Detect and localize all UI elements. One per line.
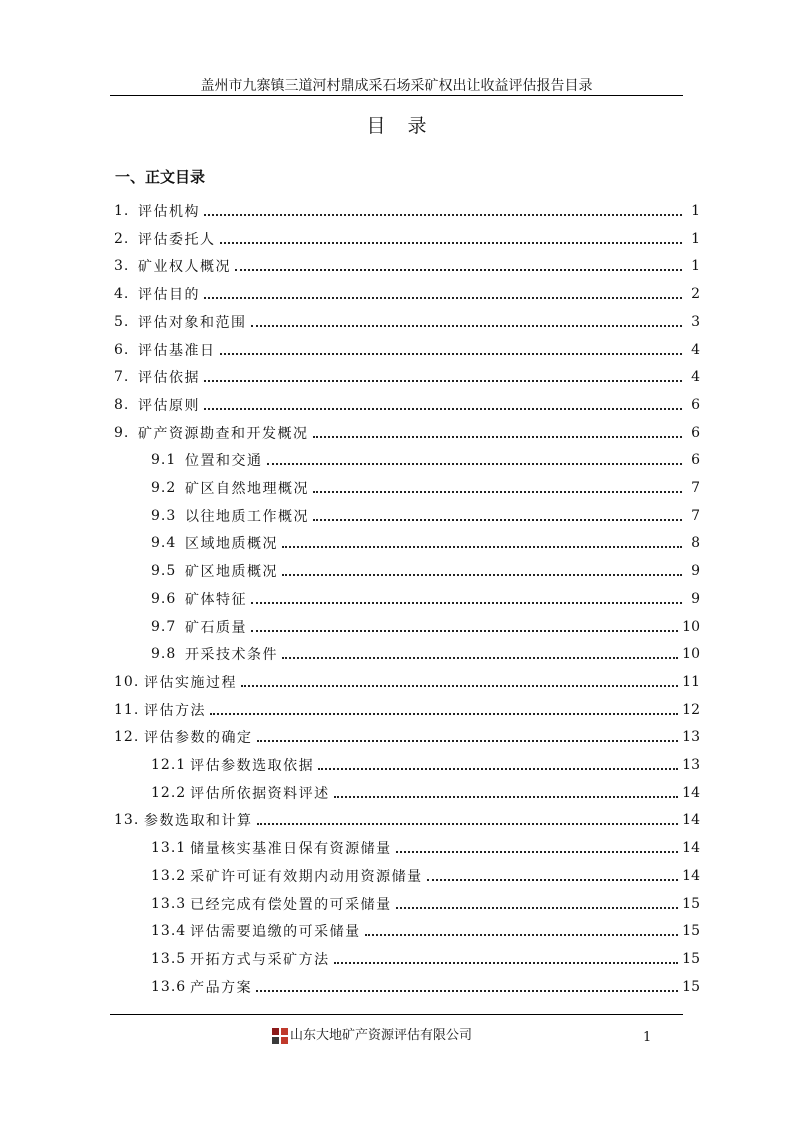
toc-entry-number: 13.5 — [151, 950, 187, 967]
toc-entry-number: 13.2 — [151, 867, 187, 884]
page-title: 目录 — [366, 115, 449, 137]
toc-entry-page: 15 — [682, 950, 700, 967]
toc-dot-leader — [204, 408, 682, 410]
toc-dot-leader — [235, 269, 682, 271]
toc-entry-page: 1 — [691, 258, 700, 275]
toc-entry-title: 开拓方式与采矿方法 — [190, 951, 330, 968]
toc-entry-page: 15 — [682, 895, 700, 912]
toc-dot-leader — [204, 214, 682, 216]
toc-entry-page: 14 — [682, 784, 700, 801]
toc-entry-title: 矿体特征 — [185, 591, 247, 608]
toc-entry-page: 14 — [682, 840, 700, 857]
toc-entry[interactable] — [0, 504, 793, 528]
toc-entry-title: 评估原则 — [138, 397, 200, 414]
toc-entry-number: 8. — [114, 396, 130, 413]
toc-entry-number: 2. — [114, 230, 130, 247]
toc-entry-title: 位置和交通 — [185, 453, 263, 470]
toc-entry-page: 15 — [682, 923, 700, 940]
toc-entry-number: 9.7 — [151, 618, 177, 635]
toc-entry-page: 10 — [682, 646, 700, 663]
toc-entry-number: 10. — [114, 673, 140, 690]
toc-entry-page: 12 — [682, 701, 700, 718]
footer-rule — [110, 1014, 683, 1015]
toc-entry-page: 6 — [691, 424, 700, 441]
toc-entry-page: 1 — [691, 230, 700, 247]
toc-entry-number: 13.3 — [151, 895, 187, 912]
toc-dot-leader — [313, 519, 682, 521]
logo-square — [281, 1037, 288, 1044]
toc-entry[interactable] — [0, 338, 793, 362]
toc-entry-number: 9.8 — [151, 646, 177, 663]
toc-dot-leader — [282, 546, 682, 548]
toc-entry-title: 矿石质量 — [185, 619, 247, 636]
toc-entry-page: 3 — [691, 313, 700, 330]
toc-entry-number: 9.3 — [151, 507, 177, 524]
logo-square — [272, 1037, 279, 1044]
toc-entry-page: 4 — [691, 369, 700, 386]
toc-entry-number: 12. — [114, 729, 140, 746]
toc-entry-title: 矿业权人概况 — [138, 259, 231, 276]
toc-dot-leader — [396, 907, 679, 909]
toc-entry[interactable] — [0, 448, 793, 472]
toc-entry-title: 评估对象和范围 — [138, 314, 247, 331]
toc-entry[interactable] — [0, 199, 793, 223]
company-logo-icon — [272, 1028, 288, 1044]
toc-dot-leader — [256, 990, 678, 992]
toc-entry[interactable] — [0, 864, 793, 888]
toc-dot-leader — [318, 768, 678, 770]
toc-dot-leader — [257, 823, 679, 825]
toc-entry-title: 储量核实基准日保有资源储量 — [190, 841, 392, 858]
toc-dot-leader — [365, 934, 679, 936]
toc-entry[interactable] — [0, 282, 793, 306]
toc-entry[interactable] — [0, 836, 793, 860]
toc-dot-leader — [396, 851, 679, 853]
toc-entry-number: 13.4 — [151, 923, 187, 940]
toc-dot-leader — [427, 879, 679, 881]
toc-entry-title: 以往地质工作概况 — [185, 508, 309, 525]
toc-entry-page: 4 — [691, 341, 700, 358]
toc-entry-number: 9.5 — [151, 563, 177, 580]
toc-entry-page: 15 — [682, 978, 700, 995]
toc-entry[interactable] — [0, 615, 793, 639]
toc-dot-leader — [251, 602, 682, 604]
toc-entry[interactable] — [0, 559, 793, 583]
toc-entry-number: 13.6 — [151, 978, 187, 995]
toc-entry-title: 采矿许可证有效期内动用资源储量 — [190, 868, 423, 885]
toc-entry-title: 评估参数选取依据 — [190, 758, 315, 774]
toc-entry-number: 1. — [114, 203, 130, 219]
toc-entry[interactable] — [0, 393, 793, 417]
toc-dot-leader — [251, 630, 678, 632]
page-number: 1 — [643, 1030, 652, 1045]
toc-entry-title: 矿区地质概况 — [185, 564, 278, 581]
toc-entry-title: 评估基准日 — [138, 342, 216, 359]
toc-entry-page: 9 — [691, 563, 700, 580]
header-rule — [110, 95, 683, 96]
logo-square — [281, 1028, 288, 1035]
toc-entry-page: 9 — [691, 590, 700, 607]
toc-entry[interactable] — [0, 753, 793, 777]
toc-entry-page: 6 — [691, 452, 700, 469]
toc-entry-title: 评估目的 — [138, 287, 200, 304]
toc-entry-page: 13 — [682, 757, 700, 773]
toc-entry[interactable] — [0, 254, 793, 278]
toc-entry[interactable] — [0, 947, 793, 971]
toc-entry[interactable] — [0, 642, 793, 666]
toc-entry-number: 12.2 — [151, 784, 187, 801]
toc-dot-leader — [210, 713, 678, 715]
toc-entry-number: 9.2 — [151, 480, 177, 496]
toc-entry[interactable] — [0, 587, 793, 611]
logo-square — [272, 1028, 279, 1035]
toc-entry[interactable] — [0, 808, 793, 832]
toc-dot-leader — [282, 657, 678, 659]
toc-entry-title: 评估需要追缴的可采储量 — [190, 924, 361, 941]
toc-dot-leader — [334, 962, 679, 964]
toc-entry-number: 12.1 — [151, 757, 187, 773]
toc-entry[interactable] — [0, 531, 793, 555]
toc-entry[interactable] — [0, 781, 793, 805]
toc-entry-number: 13.1 — [151, 840, 187, 857]
toc-entry-page: 8 — [691, 535, 700, 552]
toc-entry-title: 评估方法 — [144, 702, 206, 719]
toc-entry-page: 10 — [682, 618, 700, 635]
footer-company: 山东大地矿产资源评估有限公司 — [290, 1028, 473, 1043]
toc-entry-page: 6 — [691, 396, 700, 413]
toc-entry-number: 9.1 — [151, 452, 177, 469]
toc-entry-title: 评估机构 — [138, 204, 200, 220]
toc-entry-page: 7 — [691, 480, 700, 496]
toc-entry[interactable] — [0, 698, 793, 722]
toc-entry[interactable] — [0, 227, 793, 251]
toc-entry-title: 评估所依据资料评述 — [190, 785, 330, 802]
toc-entry-title: 评估委托人 — [138, 231, 216, 248]
toc-entry-number: 6. — [114, 341, 130, 358]
toc-entry-title: 评估参数的确定 — [144, 730, 253, 747]
toc-entry-title: 产品方案 — [190, 979, 253, 996]
toc-dot-leader — [257, 740, 679, 742]
toc-entry-number: 9.6 — [151, 590, 177, 607]
toc-entry[interactable] — [0, 476, 793, 500]
toc-entry-page: 7 — [691, 507, 700, 524]
toc-entry-page: 11 — [682, 673, 700, 690]
toc-dot-leader — [204, 297, 682, 299]
toc-dot-leader — [251, 325, 683, 327]
toc-entry-title: 矿区自然地理概况 — [185, 481, 309, 497]
toc-entry-number: 9.4 — [151, 535, 177, 552]
toc-entry-number: 3. — [114, 258, 130, 275]
toc-dot-leader — [220, 353, 683, 355]
toc-entry-page: 1 — [691, 203, 700, 219]
toc-entry-title: 评估依据 — [138, 370, 200, 387]
toc-entry-title: 开采技术条件 — [185, 647, 278, 664]
toc-entry[interactable] — [0, 892, 793, 916]
toc-entry[interactable] — [0, 310, 793, 334]
footer — [272, 1028, 472, 1044]
section-heading: 一、正文目录 — [115, 168, 206, 186]
toc-entry[interactable] — [0, 670, 793, 694]
toc-entry-number: 5. — [114, 313, 130, 330]
toc-dot-leader — [241, 685, 678, 687]
toc-entry-number: 4. — [114, 286, 130, 303]
toc-entry-number: 9. — [114, 424, 130, 441]
toc-entry-number: 7. — [114, 369, 130, 386]
toc-entry-title: 区域地质概况 — [185, 536, 278, 553]
toc-entry-number: 11. — [114, 701, 140, 718]
toc-dot-leader — [313, 491, 682, 493]
toc-dot-leader — [204, 380, 682, 382]
toc-entry[interactable] — [0, 975, 793, 999]
toc-dot-leader — [334, 796, 679, 798]
toc-entry[interactable] — [0, 725, 793, 749]
toc-entry-page: 14 — [682, 867, 700, 884]
toc-entry-title: 参数选取和计算 — [144, 813, 253, 830]
header-title: 盖州市九寨镇三道河村鼎成采石场采矿权出让收益评估报告目录 — [200, 78, 593, 94]
toc-dot-leader — [220, 242, 683, 244]
toc-entry-page: 13 — [682, 729, 700, 746]
toc-dot-leader — [267, 463, 683, 465]
toc-entry-number: 13. — [114, 812, 140, 829]
toc-dot-leader — [282, 574, 682, 576]
toc-entry[interactable] — [0, 365, 793, 389]
toc-entry-title: 评估实施过程 — [144, 674, 237, 691]
toc-entry-page: 14 — [682, 812, 700, 829]
toc-entry-page: 2 — [691, 286, 700, 303]
toc-entry[interactable] — [0, 421, 793, 445]
toc-entry-title: 已经完成有偿处置的可采储量 — [190, 896, 392, 913]
toc-entry[interactable] — [0, 919, 793, 943]
toc-entry-title: 矿产资源勘查和开发概况 — [138, 425, 309, 442]
toc-dot-leader — [313, 436, 683, 438]
